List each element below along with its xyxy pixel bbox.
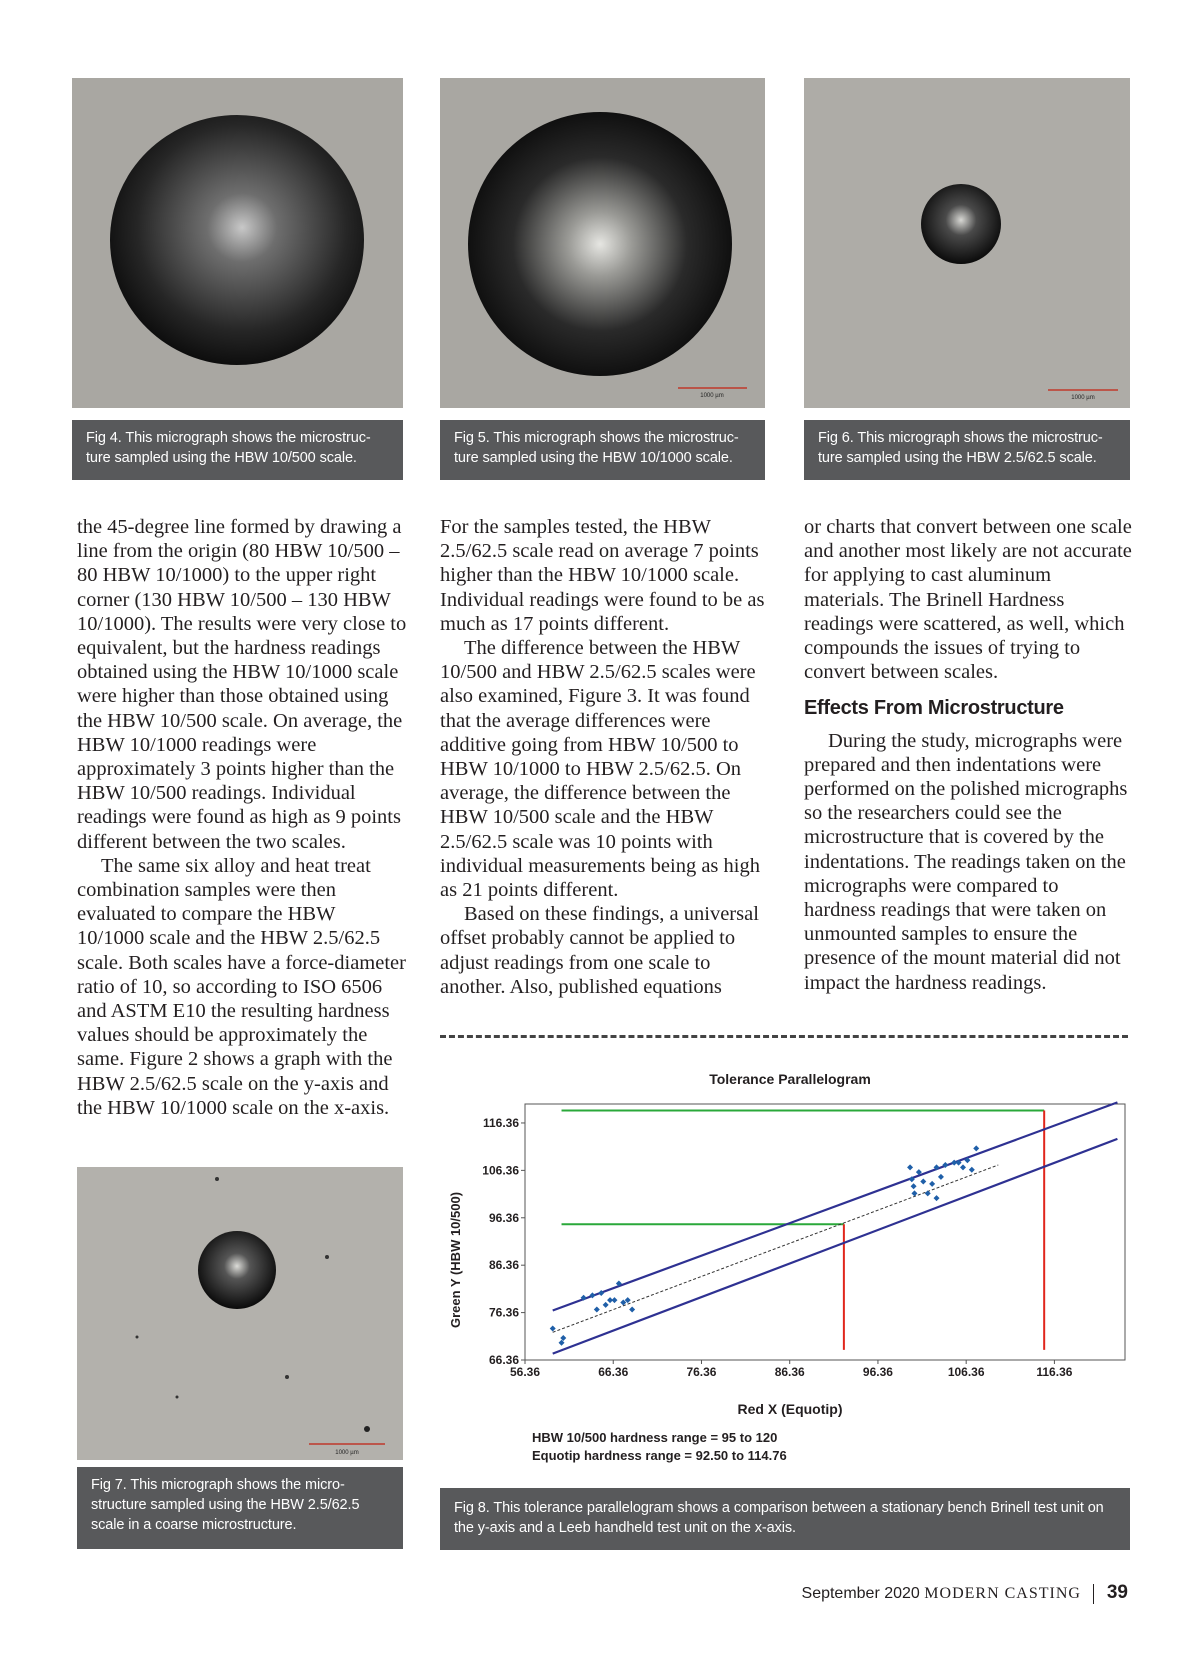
- footer-date: September 2020: [801, 1585, 920, 1602]
- x-tick-label-0: 56.36: [509, 1365, 541, 1379]
- micrograph-fig6: [804, 78, 1130, 408]
- x-tick-label-3: 86.36: [774, 1365, 805, 1379]
- x-axis-label: Red X (Equotip): [737, 1401, 843, 1417]
- y-tick-label-5: 116.36: [482, 1115, 519, 1130]
- page-footer: [802, 1582, 1128, 1604]
- middle-paragraph-3: Based on these findings, a universal offset probably cannot be applied to adjust readings from one scale to another. Also, published equations: [440, 903, 759, 998]
- x-tick-label-5: 106.36: [947, 1365, 985, 1379]
- footer-publication: MODERN CASTING: [924, 1585, 1081, 1602]
- micrograph-fig5: [440, 78, 765, 408]
- plot-frame: [525, 1104, 1125, 1360]
- micrograph-fig7: [77, 1167, 403, 1460]
- right-paragraph-2: During the study, micrographs were prepared and then indentations were performed on the polished micrographs so the researchers could see the microstructure that is covered by the indentations. The readings taken on the micrographs were compared to hardness readings that were taken on unmounted samples to ensure the presence of the mount material did not impact the hardness readings.: [804, 729, 1128, 994]
- micrograph-fig4: [72, 78, 403, 408]
- x-tick-label-6: 116.36: [1036, 1365, 1073, 1379]
- y-tick-label-1: 76.36: [488, 1305, 519, 1320]
- page-number: 39: [1106, 1582, 1128, 1603]
- x-tick-label-1: 66.36: [598, 1365, 629, 1379]
- left-paragraph-2: The same six alloy and heat treat combination samples were then evaluated to compare the HBW 10/1000 scale and the HBW 2.5/62.5 scale. Both scales have a force-diameter ratio of 10, so according to ISO 6506 and ASTM E10 the resulting hardness values should be approximately the same. Figure 2 shows a graph with the HBW 2.5/62.5 scale on the y-axis and the HBW 10/1000 scale on the x-axis.: [77, 854, 406, 1119]
- x-tick-label-2: 76.36: [686, 1365, 717, 1379]
- fig6-caption: Fig 6. This micrograph shows the microstruc-ture sampled using the HBW 2.5/62.5 scale.: [804, 420, 1130, 480]
- middle-paragraph-1: For the samples tested, the HBW 2.5/62.5 scale read on average 7 points higher than the HBW 10/1000 scale. Individual readings were found to be as much as 17 points different.: [440, 516, 765, 635]
- fig6-scale-label: 1000 µm: [1071, 395, 1095, 401]
- fig7-caption: Fig 7. This micrograph shows the micro-structure sampled using the HBW 2.5/62.5 scale in a coarse microstructure.: [77, 1467, 403, 1549]
- column-right: [804, 515, 1132, 995]
- chart-note-1: HBW 10/500 hardness range = 95 to 120: [532, 1430, 778, 1445]
- left-paragraph-1: the 45-degree line formed by drawing a line from the origin (80 HBW 10/500 – 80 HBW 10/1000) to the upper right corner (130 HBW 10/500 – 130 HBW 10/1000). The results were very close to equivalent, but the hardness readings obtained using the HBW 10/1000 scale were higher than those obtained using the HBW 10/500 scale. On average, the HBW 10/1000 readings were approximately 3 points higher than the HBW 10/500 readings. Individual readings were found as high as 9 points different between the two scales.: [77, 516, 407, 853]
- y-axis-label: Green Y (HBW 10/500): [448, 1191, 463, 1329]
- fig5-scale-label: 1000 µm: [700, 393, 724, 399]
- fig4-caption: Fig 4. This micrograph shows the microstruc-ture sampled using the HBW 10/500 scale.: [72, 420, 403, 480]
- y-tick-label-0: 66.36: [488, 1353, 519, 1367]
- y-tick-label-4: 106.36: [482, 1163, 519, 1178]
- x-tick-label-4: 96.36: [862, 1365, 893, 1379]
- fig7-scale-label: 1000 µm: [335, 1450, 359, 1456]
- section-heading: Effects From Microstructure: [804, 697, 1064, 720]
- middle-paragraph-2: The difference between the HBW 10/500 and HBW 2.5/62.5 scales were also examined, Figure 3. It was found that the average differences were additive going from HBW 10/500 to HBW 10/1000 to HBW 2.5/62.5. On average, the difference between the HBW 10/500 scale and the HBW 2.5/62.5 scale was 10 points with individual measurements being as high as 21 points different.: [440, 637, 760, 902]
- column-middle: [440, 515, 770, 999]
- chart-title: Tolerance Parallelogram: [709, 1071, 871, 1087]
- footer-separator: [1093, 1584, 1094, 1604]
- chart-note-2: Equotip hardness range = 92.50 to 114.76: [532, 1448, 787, 1463]
- tolerance-parallelogram-chart: [440, 1060, 1140, 1480]
- fig8-caption: Fig 8. This tolerance parallelogram shows a comparison between a stationary bench Brinell test unit on the y-axis and a Leeb handheld test unit on the x-axis.: [440, 1488, 1130, 1550]
- y-tick-label-3: 96.36: [488, 1210, 519, 1225]
- column-left: [77, 515, 407, 1120]
- fig5-caption: Fig 5. This micrograph shows the microstruc-ture sampled using the HBW 10/1000 scale.: [440, 420, 765, 480]
- y-tick-label-2: 86.36: [488, 1258, 519, 1273]
- right-paragraph-1: or charts that convert between one scale and another most likely are not accurate for applying to cast aluminum materials. The Brinell Hardness readings were scattered, as well, which compounds the issues of trying to convert between scales.: [804, 516, 1132, 684]
- dashed-divider: [440, 1035, 1128, 1038]
